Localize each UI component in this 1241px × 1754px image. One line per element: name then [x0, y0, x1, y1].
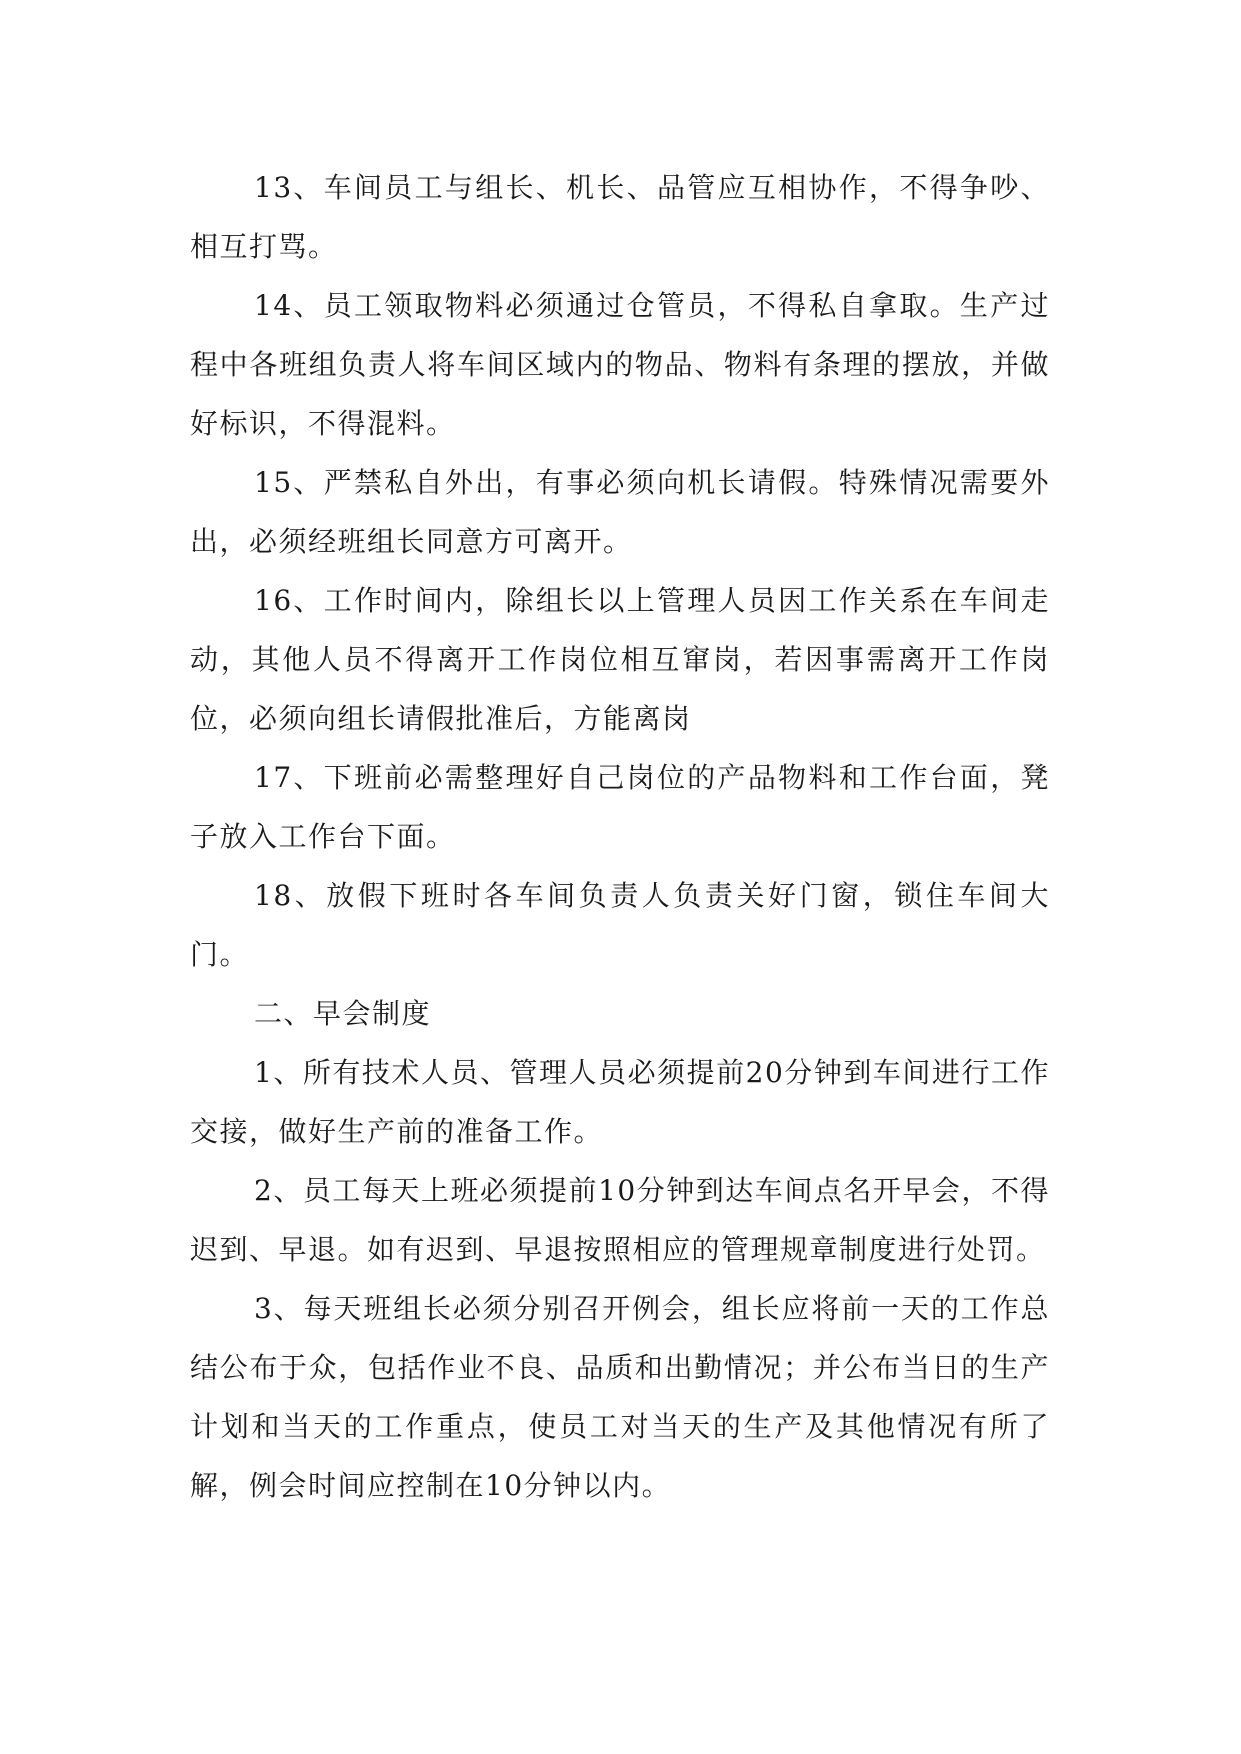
rule-17-paragraph: 17、下班前必需整理好自己岗位的产品物料和工作台面，凳子放入工作台下面。	[190, 761, 1050, 853]
rule-16-paragraph: 16、工作时间内，除组长以上管理人员因工作关系在车间走动，其他人员不得离开工作岗位相互窜岗，若因事需离开工作岗位，必须向组长请假批准后，方能离岗	[190, 584, 1050, 735]
morning-meeting-rule-2: 2、员工每天上班必须提前10分钟到达车间点名开早会，不得迟到、早退。如有迟到、早退按照相应的管理规章制度进行处罚。	[190, 1174, 1050, 1266]
rule-14-paragraph: 14、员工领取物料必须通过仓管员，不得私自拿取。生产过程中各班组负责人将车间区域内的物品、物料有条理的摆放，并做好标识，不得混料。	[190, 289, 1050, 440]
section-heading: 二、早会制度	[254, 997, 432, 1030]
document-page	[190, 158, 1050, 1515]
morning-meeting-rule-3: 3、每天班组长必须分别召开例会，组长应将前一天的工作总结公布于众，包括作业不良、品质和出勤情况；并公布当日的生产计划和当天的工作重点，使员工对当天的生产及其他情况有所了解，例会时间应控制在10分钟以内。	[190, 1292, 1050, 1502]
rule-13-paragraph: 13、车间员工与组长、机长、品管应互相协作，不得争吵、相互打骂。	[190, 171, 1050, 263]
rule-18-paragraph: 18、放假下班时各车间负责人负责关好门窗，锁住车间大门。	[190, 879, 1050, 971]
morning-meeting-rule-1: 1、所有技术人员、管理人员必须提前20分钟到车间进行工作交接，做好生产前的准备工作。	[190, 1056, 1050, 1148]
rule-15-paragraph: 15、严禁私自外出，有事必须向机长请假。特殊情况需要外出，必须经班组长同意方可离开。	[190, 466, 1050, 558]
